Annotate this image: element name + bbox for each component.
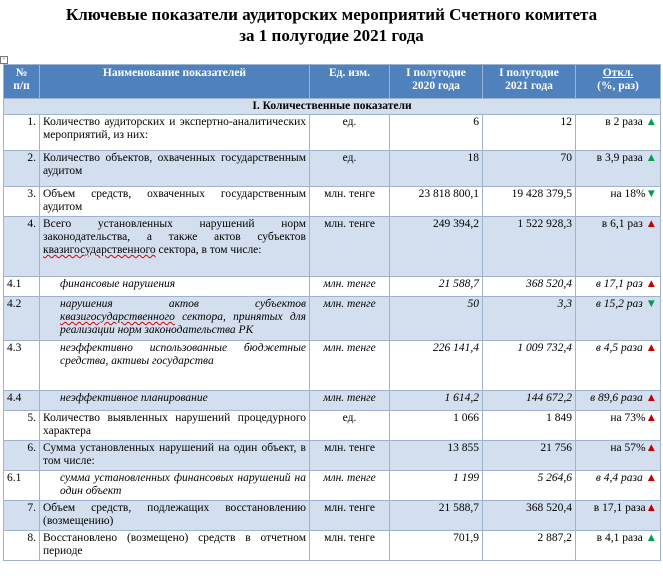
arrow-up-icon: ▲ bbox=[645, 472, 657, 484]
header-2021: I полугодие 2021 года bbox=[483, 65, 576, 99]
row-value-2020: 701,9 bbox=[390, 531, 483, 561]
row-unit: млн. тенге bbox=[310, 471, 390, 501]
row-value-2021: 1 522 928,3 bbox=[483, 217, 576, 277]
header-name: Наименование показателей bbox=[40, 65, 310, 99]
row-number: 5. bbox=[4, 411, 40, 441]
table-row bbox=[4, 411, 661, 441]
row-change: в 4,5 раза ▲ bbox=[576, 341, 661, 391]
row-value-2021: 5 264,6 bbox=[483, 471, 576, 501]
row-unit: млн. тенге bbox=[310, 531, 390, 561]
row-name: неэффективное планирование bbox=[40, 391, 310, 411]
row-name: неэффективно использованные бюджетные средства, активы государства bbox=[40, 341, 310, 391]
row-name: Количество аудиторских и экспертно-аналитических мероприятий, из них: bbox=[40, 115, 310, 151]
row-name: Объем средств, подлежащих восстановлению (возмещению) bbox=[40, 501, 310, 531]
row-value-2020: 21 588,7 bbox=[390, 501, 483, 531]
row-change: в 17,1 раз ▲ bbox=[576, 277, 661, 297]
row-number: 2. bbox=[4, 151, 40, 187]
table-row bbox=[4, 297, 661, 341]
table-row bbox=[4, 115, 661, 151]
arrow-up-icon: ▲ bbox=[645, 152, 657, 164]
row-unit: млн. тенге bbox=[310, 277, 390, 297]
row-value-2020: 6 bbox=[390, 115, 483, 151]
row-change: в 2 раза ▲ bbox=[576, 115, 661, 151]
table-row bbox=[4, 531, 661, 561]
row-unit: млн. тенге bbox=[310, 441, 390, 471]
row-unit: млн. тенге bbox=[310, 391, 390, 411]
row-value-2020: 13 855 bbox=[390, 441, 483, 471]
row-number: 4.2 bbox=[4, 297, 40, 341]
arrow-up-icon: ▲ bbox=[645, 392, 657, 404]
table-row bbox=[4, 441, 661, 471]
row-unit: млн. тенге bbox=[310, 187, 390, 217]
indicators-table bbox=[3, 64, 661, 561]
row-value-2020: 1 199 bbox=[390, 471, 483, 501]
row-value-2020: 50 bbox=[390, 297, 483, 341]
table-row bbox=[4, 471, 661, 501]
table-header-row bbox=[4, 65, 661, 99]
row-change: в 15,2 раз ▼ bbox=[576, 297, 661, 341]
row-number: 3. bbox=[4, 187, 40, 217]
table-row bbox=[4, 391, 661, 411]
row-value-2020: 1 614,2 bbox=[390, 391, 483, 411]
header-unit: Ед. изм. bbox=[310, 65, 390, 99]
row-unit: ед. bbox=[310, 151, 390, 187]
row-unit: млн. тенге bbox=[310, 297, 390, 341]
row-unit: млн. тенге bbox=[310, 501, 390, 531]
row-change: в 89,6 раза ▲ bbox=[576, 391, 661, 411]
row-number: 8. bbox=[4, 531, 40, 561]
row-value-2021: 12 bbox=[483, 115, 576, 151]
row-change: в 17,1 раза▲ bbox=[576, 501, 661, 531]
row-number: 1. bbox=[4, 115, 40, 151]
row-unit: млн. тенге bbox=[310, 217, 390, 277]
arrow-up-icon: ▲ bbox=[645, 278, 657, 290]
row-name: сумма установленных финансовых нарушений на один объект bbox=[40, 471, 310, 501]
row-value-2021: 2 887,2 bbox=[483, 531, 576, 561]
row-name: Всего установленных нарушений норм законодательства, а также актов субъектов квазигосударственного сектора, в том числе: bbox=[40, 217, 310, 277]
row-number: 4. bbox=[4, 217, 40, 277]
row-unit: ед. bbox=[310, 411, 390, 441]
row-change: в 6,1 раз ▲ bbox=[576, 217, 661, 277]
row-unit: ед. bbox=[310, 115, 390, 151]
row-value-2020: 21 588,7 bbox=[390, 277, 483, 297]
row-number: 6.1 bbox=[4, 471, 40, 501]
row-number: 4.1 bbox=[4, 277, 40, 297]
row-change: в 4,1 раза ▲ bbox=[576, 531, 661, 561]
row-name: Количество выявленных нарушений процедурного характера bbox=[40, 411, 310, 441]
arrow-up-icon: ▲ bbox=[645, 218, 657, 230]
title-line-2: за 1 полугодие 2021 года bbox=[239, 26, 424, 45]
row-name: нарушения актов субъектов квазигосударственного сектора, принятых для реализации норм законодательства РК bbox=[40, 297, 310, 341]
row-value-2020: 1 066 bbox=[390, 411, 483, 441]
header-2020: I полугодие 2020 года bbox=[390, 65, 483, 99]
row-name: финансовые нарушения bbox=[40, 277, 310, 297]
row-change: на 57%▲ bbox=[576, 441, 661, 471]
page-title bbox=[0, 4, 663, 46]
row-value-2020: 226 141,4 bbox=[390, 341, 483, 391]
row-value-2021: 70 bbox=[483, 151, 576, 187]
arrow-up-icon: ▲ bbox=[645, 412, 657, 424]
table-row bbox=[4, 187, 661, 217]
row-change: в 3,9 раза ▲ bbox=[576, 151, 661, 187]
section-title: I. Количественные показатели bbox=[4, 99, 661, 115]
header-number: № п/п bbox=[4, 65, 40, 99]
row-change: в 4,4 раза ▲ bbox=[576, 471, 661, 501]
row-value-2020: 23 818 800,1 bbox=[390, 187, 483, 217]
row-value-2021: 368 520,4 bbox=[483, 501, 576, 531]
arrow-up-icon: ▲ bbox=[645, 342, 657, 354]
row-name: Восстановлено (возмещено) средств в отчетном периоде bbox=[40, 531, 310, 561]
arrow-up-icon: ▲ bbox=[645, 116, 657, 128]
row-value-2021: 21 756 bbox=[483, 441, 576, 471]
row-change: на 18%▼ bbox=[576, 187, 661, 217]
header-change: Откл. (%, раз) bbox=[576, 65, 661, 99]
row-name: Объем средств, охваченных государственным аудитом bbox=[40, 187, 310, 217]
table-row bbox=[4, 217, 661, 277]
section-row bbox=[4, 99, 661, 115]
row-number: 6. bbox=[4, 441, 40, 471]
row-value-2021: 19 428 379,5 bbox=[483, 187, 576, 217]
table-row bbox=[4, 277, 661, 297]
table-move-handle-icon[interactable]: + bbox=[0, 56, 8, 64]
row-unit: млн. тенге bbox=[310, 341, 390, 391]
table-row bbox=[4, 151, 661, 187]
row-name: Количество объектов, охваченных государственным аудитом bbox=[40, 151, 310, 187]
table-row bbox=[4, 341, 661, 391]
arrow-down-icon: ▼ bbox=[645, 188, 657, 200]
title-line-1: Ключевые показатели аудиторских мероприятий Счетного комитета bbox=[65, 5, 598, 24]
row-name: Сумма установленных нарушений на один объект, в том числе: bbox=[40, 441, 310, 471]
arrow-down-icon: ▼ bbox=[645, 298, 657, 310]
row-value-2020: 18 bbox=[390, 151, 483, 187]
table-row bbox=[4, 501, 661, 531]
arrow-up-icon: ▲ bbox=[645, 442, 657, 454]
row-value-2021: 3,3 bbox=[483, 297, 576, 341]
row-value-2021: 144 672,2 bbox=[483, 391, 576, 411]
row-change: на 73%▲ bbox=[576, 411, 661, 441]
row-number: 7. bbox=[4, 501, 40, 531]
arrow-up-icon: ▲ bbox=[645, 502, 657, 514]
row-value-2021: 368 520,4 bbox=[483, 277, 576, 297]
arrow-up-icon: ▲ bbox=[645, 532, 657, 544]
row-number: 4.4 bbox=[4, 391, 40, 411]
row-value-2021: 1 009 732,4 bbox=[483, 341, 576, 391]
row-number: 4.3 bbox=[4, 341, 40, 391]
row-value-2020: 249 394,2 bbox=[390, 217, 483, 277]
row-value-2021: 1 849 bbox=[483, 411, 576, 441]
